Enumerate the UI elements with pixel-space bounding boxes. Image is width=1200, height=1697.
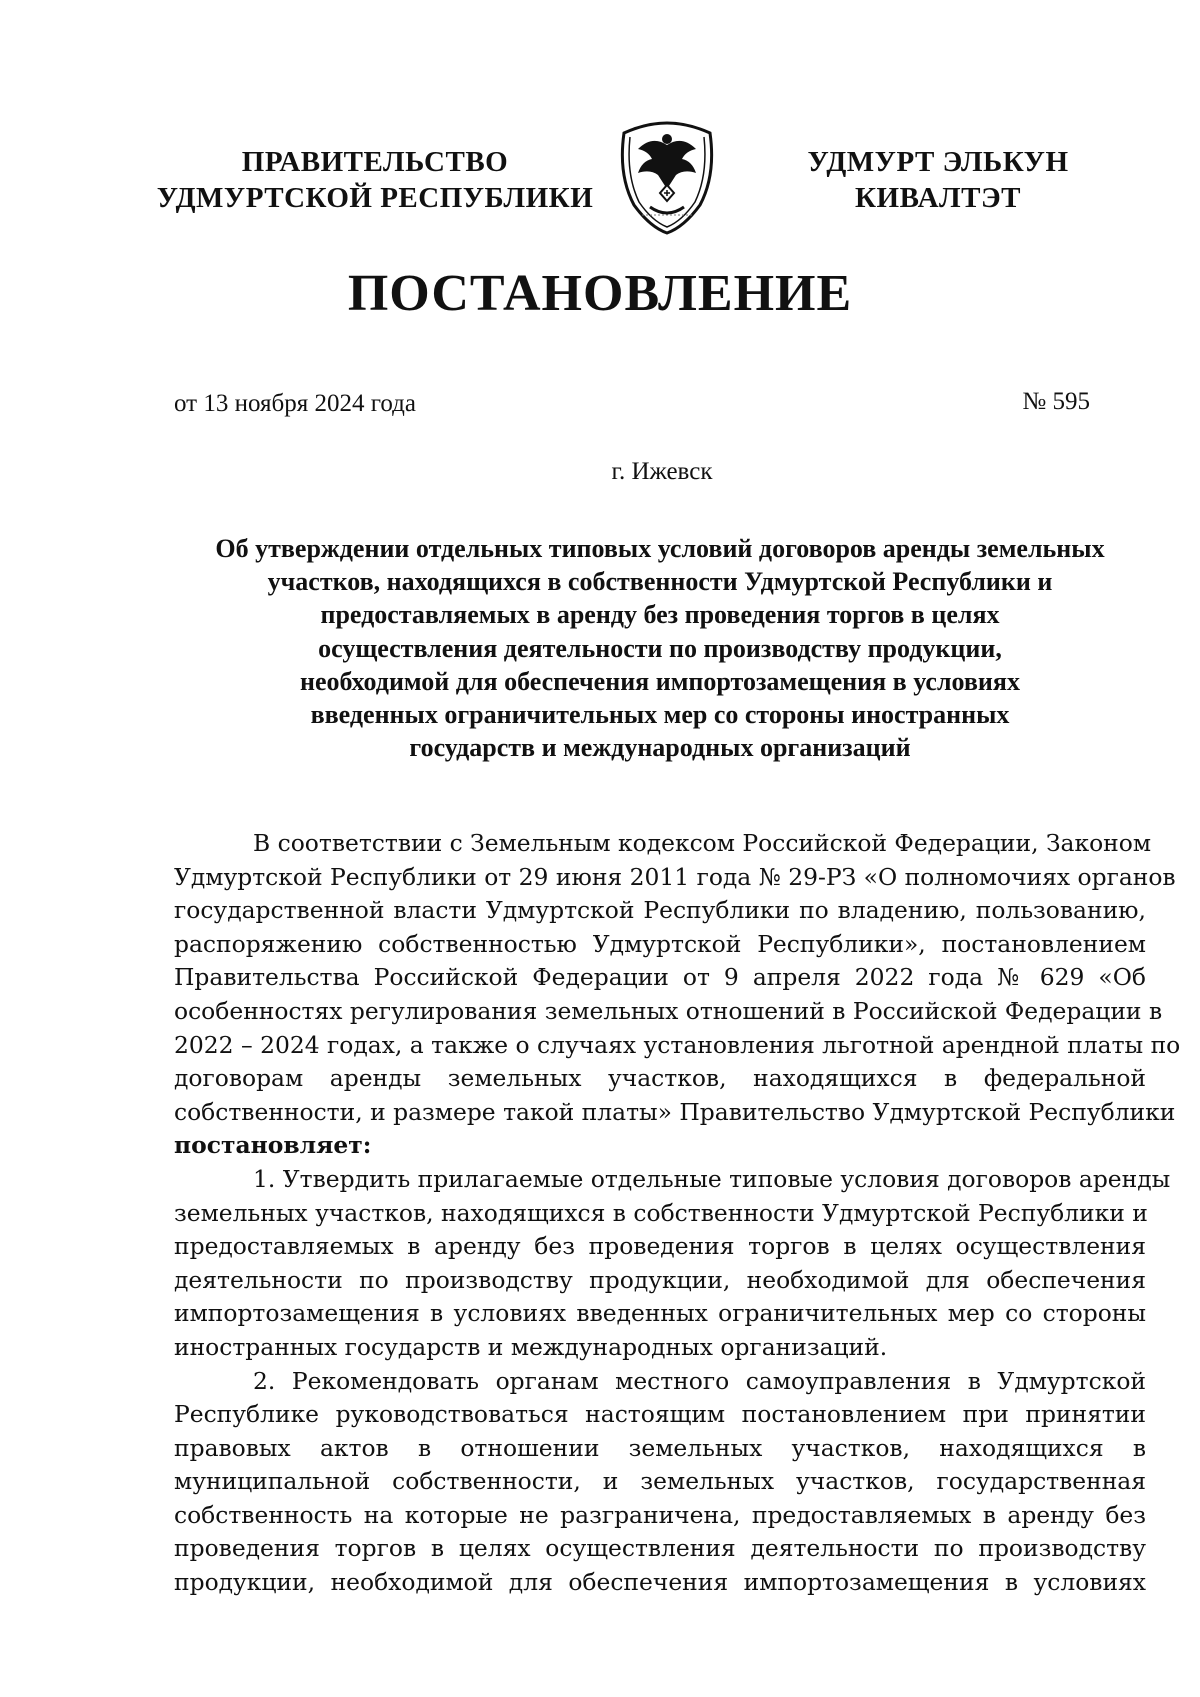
body-line: импортозамещения в условиях введенных ограничительных мер со стороны — [174, 1299, 1146, 1328]
body-line: особенностях регулирования земельных отношений в Российской Федерации в — [174, 996, 1163, 1025]
title-line: необходимой для обеспечения импортозамещения в условиях — [300, 666, 1020, 696]
document-number: № 595 — [1022, 388, 1090, 415]
body-line: 2022 – 2024 годах, а также о случаях установления льготной арендной платы по — [174, 1030, 1181, 1059]
document-city: г. Ижевск — [611, 458, 713, 485]
title-line: предоставляемых в аренду без проведения торгов в целях — [320, 600, 1000, 630]
title-line: участков, находящихся в собственности Удмуртской Республики и — [267, 567, 1053, 597]
body-line: предоставляемых в аренду без проведения торгов в целях осуществления — [174, 1232, 1146, 1261]
body-line: собственность на которые не разграничена, предоставляемых в аренду без — [174, 1500, 1146, 1529]
body-line: В соответствии с Земельным кодексом Российской Федерации, Законом — [253, 829, 1152, 857]
body-line: продукции, необходимой для обеспечения импортозамещения в условиях — [174, 1568, 1146, 1597]
resolution-keyword: постановляет: — [174, 1131, 372, 1160]
body-line: договорам аренды земельных участков, находящихся в федеральной — [174, 1064, 1146, 1093]
document-type-heading: ПОСТАНОВЛЕНИЕ — [347, 265, 853, 322]
document-date: от 13 ноября 2024 года — [174, 390, 416, 417]
body-line: деятельности по производству продукции, необходимой для обеспечения — [174, 1265, 1146, 1294]
issuer-ru-line-1: ПРАВИТЕЛЬСТВО — [241, 146, 509, 178]
issuer-name-russian — [150, 144, 600, 216]
title-line: государств и международных организаций — [409, 733, 911, 763]
body-line: проведения торгов в целях осуществления деятельности по производству — [174, 1534, 1146, 1563]
document-title — [150, 532, 1170, 764]
body-line: Республике руководствоваться настоящим постановлением при принятии — [174, 1400, 1146, 1429]
body-line: правовых актов в отношении земельных участков, находящихся в — [174, 1433, 1146, 1462]
title-line: Об утверждении отдельных типовых условий договоров аренды земельных — [215, 534, 1105, 563]
body-line: Удмуртской Республики от 29 июня 2011 года № 29-РЗ «О полномочиях органов — [174, 862, 1176, 891]
issuer-ru-line-2: УДМУРТСКОЙ РЕСПУБЛИКИ — [156, 182, 594, 214]
issuer-udm-line-1: УДМУРТ ЭЛЬКУН — [807, 146, 1069, 178]
body-line: собственности, и размере такой платы» Правительство Удмуртской Республики — [174, 1097, 1176, 1126]
udmurt-coat-of-arms-icon — [612, 115, 722, 237]
issuer-udm-line-2: КИВАЛТЭТ — [854, 182, 1021, 214]
title-line: введенных ограничительных мер со стороны иностранных — [310, 700, 1010, 730]
title-line: осуществления деятельности по производству продукции, — [318, 633, 1002, 663]
body-line: земельных участков, находящихся в собственности Удмуртской Республики и — [174, 1198, 1148, 1227]
body-line: муниципальной собственности, и земельных участков, государственная — [174, 1467, 1146, 1496]
body-line: 1. Утвердить прилагаемые отдельные типовые условия договоров аренды — [253, 1164, 1171, 1193]
body-line: распоряжению собственностью Удмуртской Республики», постановлением — [174, 929, 1146, 958]
body-line: государственной власти Удмуртской Республики по владению, пользованию, — [174, 896, 1146, 925]
issuer-name-udmurt — [788, 144, 1088, 216]
body-line: 2. Рекомендовать органам местного самоуправления в Удмуртской — [253, 1366, 1146, 1395]
body-line: иностранных государств и международных организаций. — [174, 1332, 888, 1361]
body-line: Правительства Российской Федерации от 9 апреля 2022 года № 629 «Об — [174, 963, 1146, 992]
document-body — [174, 827, 1181, 1600]
